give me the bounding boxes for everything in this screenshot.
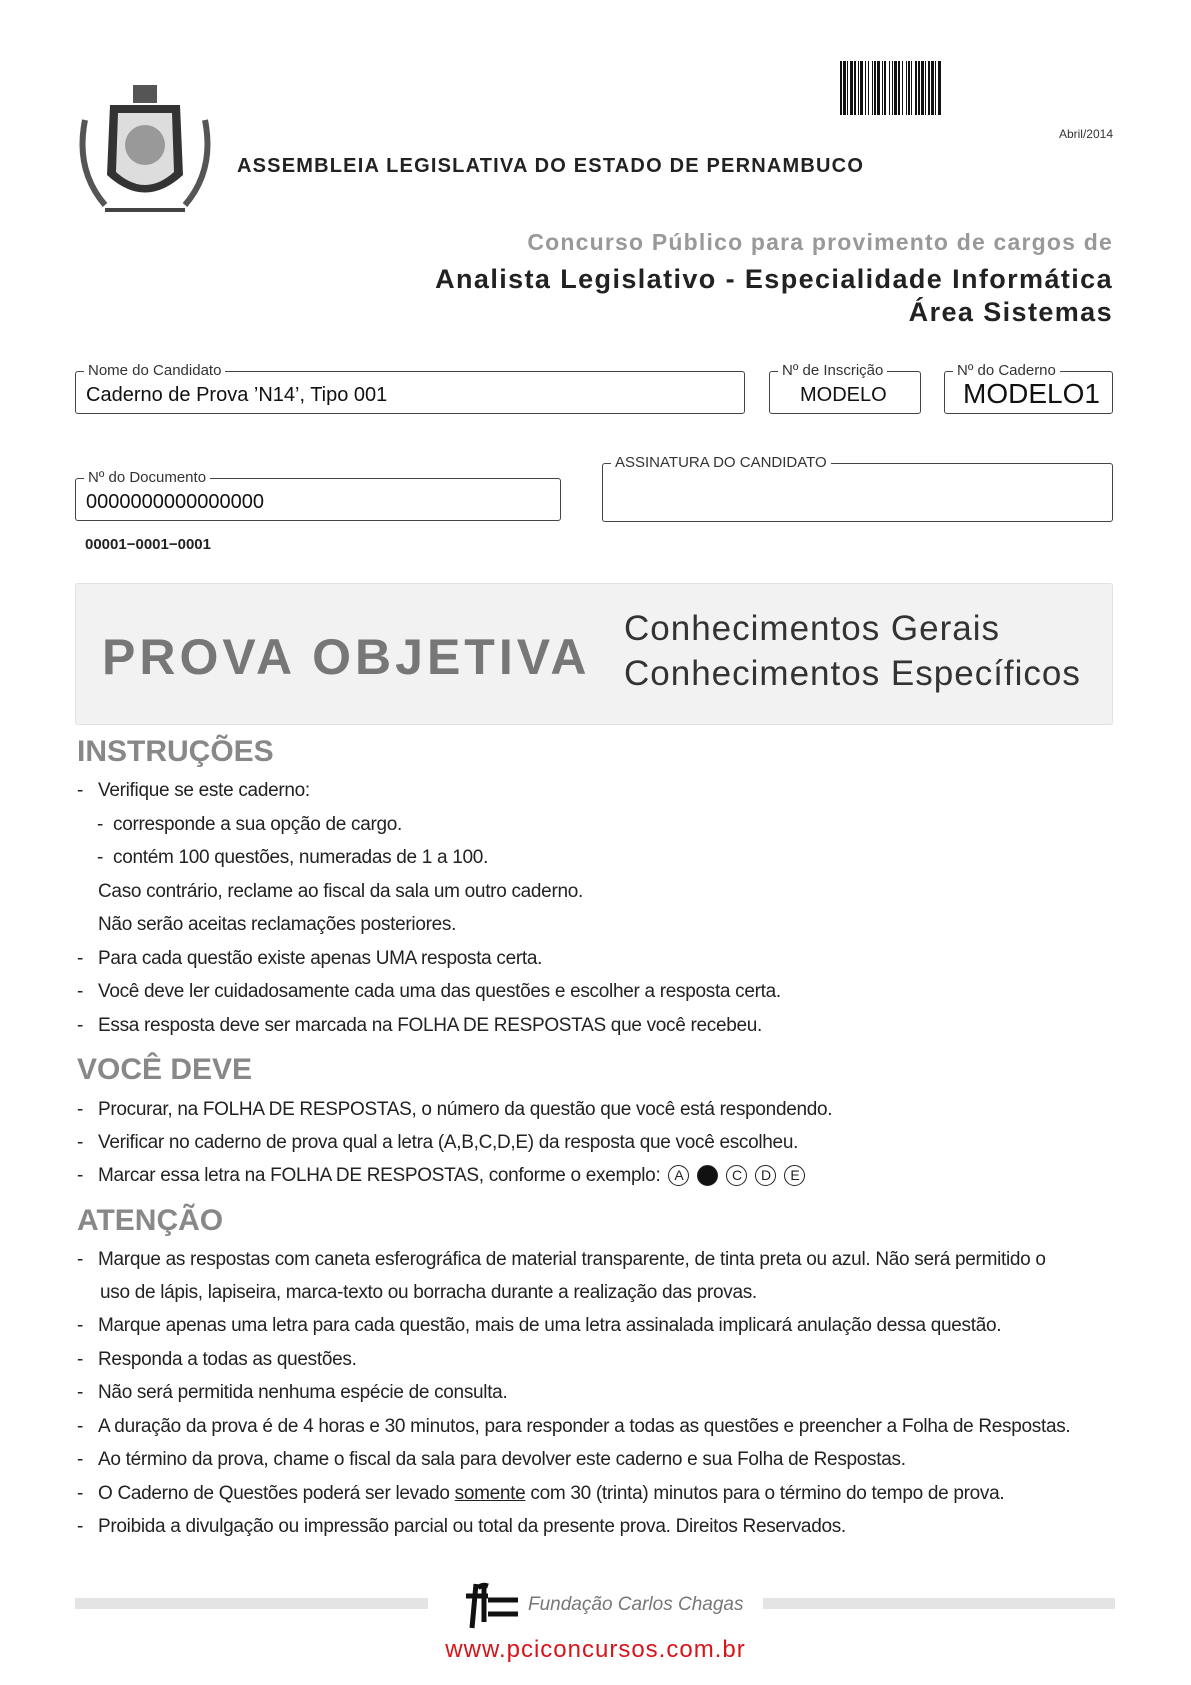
field-value: MODELO1 <box>963 378 1100 409</box>
footer-divider-left <box>75 1598 428 1609</box>
list-item: - Marque as respostas com caneta esferográfica de material transparente, de tinta preta ou azul. Não será permitido o <box>77 1249 1046 1270</box>
organization-name: ASSEMBLEIA LEGISLATIVA DO ESTADO DE PERNAMBUCO <box>237 155 865 177</box>
field-value: Caderno de Prova ’N14’, Tipo 001 <box>86 384 388 406</box>
list-item: - corresponde a sua opção de cargo. <box>97 814 403 835</box>
you-must-heading: VOCÊ DEVE <box>77 1053 253 1086</box>
booklet-number-field <box>944 362 1113 414</box>
field-label: ASSINATURA DO CANDIDATO <box>611 454 831 471</box>
exam-type-title: PROVA OBJETIVA <box>102 629 591 685</box>
position-line-1: Analista Legislativo - Especialidade Informática <box>435 264 1113 294</box>
list-item: Não serão aceitas reclamações posteriores. <box>98 914 457 935</box>
field-value: MODELO <box>800 384 887 406</box>
list-item: - Proibida a divulgação ou impressão parcial ou total da presente prova. Direitos Reservados. <box>77 1516 846 1537</box>
list-item: uso de lápis, lapiseira, marca-texto ou borracha durante a realização das provas. <box>100 1282 757 1303</box>
footer-divider-right <box>763 1598 1115 1609</box>
position-line-2: Área Sistemas <box>908 297 1113 327</box>
filled-option-b-icon <box>697 1165 718 1186</box>
list-item: - Responda a todas as questões. <box>77 1349 357 1370</box>
candidate-name-field <box>75 362 745 414</box>
option-e-icon: E <box>784 1165 805 1186</box>
list-item: - Você deve ler cuidadosamente cada uma das questões e escolher a resposta certa. <box>77 981 781 1002</box>
barcode-bar <box>941 61 943 115</box>
position-title <box>435 263 1113 329</box>
subject-2: Conhecimentos Específicos <box>624 654 1081 693</box>
list-item: - Essa resposta deve ser marcada na FOLHA DE RESPOSTAS que você recebeu. <box>77 1015 763 1036</box>
contest-title: Concurso Público para provimento de cargos de <box>527 229 1113 255</box>
field-label: Nº do Caderno <box>953 362 1060 379</box>
list-item: - A duração da prova é de 4 horas e 30 minutos, para responder a todas as questões e preencher a Folha de Respostas. <box>77 1416 1071 1437</box>
list-item: - contém 100 questões, numeradas de 1 a 100. <box>97 847 489 868</box>
website-link[interactable]: www.pciconcursos.com.br <box>445 1636 746 1663</box>
field-label: Nº do Documento <box>84 469 210 486</box>
subject-1: Conhecimentos Gerais <box>624 609 1000 648</box>
list-item: - Procurar, na FOLHA DE RESPOSTAS, o número da questão que você está respondendo. <box>77 1099 833 1120</box>
signature-field <box>602 454 1113 522</box>
list-item: - O Caderno de Questões poderá ser levado somente com 30 (trinta) minutos para o término do tempo de prova. <box>77 1483 1005 1504</box>
fcc-logo-icon <box>464 1582 522 1630</box>
list-item: Caso contrário, reclame ao fiscal da sala um outro caderno. <box>98 881 583 902</box>
foundation-name: Fundação Carlos Chagas <box>528 1594 744 1615</box>
exam-date: Abril/2014 <box>1058 127 1113 141</box>
list-item: - Marcar essa letra na FOLHA DE RESPOSTAS, conforme o exemplo: A C D E <box>77 1165 805 1187</box>
instructions-heading: INSTRUÇÕES <box>77 735 274 768</box>
list-item: - Ao término da prova, chame o fiscal da sala para devolver este caderno e sua Folha de Respostas. <box>77 1449 906 1470</box>
option-a-icon: A <box>668 1165 689 1186</box>
field-label: Nome do Candidato <box>84 362 225 379</box>
list-item: - Para cada questão existe apenas UMA resposta certa. <box>77 948 543 969</box>
coat-of-arms-logo <box>75 80 215 222</box>
document-number-field <box>75 469 561 521</box>
attention-heading: ATENÇÃO <box>77 1204 224 1237</box>
field-label: Nº de Inscrição <box>778 362 887 379</box>
field-value: 0000000000000000 <box>86 491 264 513</box>
list-item: - Marque apenas uma letra para cada questão, mais de uma letra assinalada implicará anulação dessa questão. <box>77 1315 1002 1336</box>
booklet-code: 00001−0001−0001 <box>85 536 211 553</box>
registration-number-field <box>769 362 921 414</box>
list-item: - Não será permitida nenhuma espécie de consulta. <box>77 1382 508 1403</box>
option-d-icon: D <box>755 1165 776 1186</box>
exam-banner <box>75 583 1113 725</box>
list-item: - Verifique se este caderno: <box>77 780 310 801</box>
option-c-icon: C <box>726 1165 747 1186</box>
list-item: - Verificar no caderno de prova qual a letra (A,B,C,D,E) da resposta que você escolheu. <box>77 1132 799 1153</box>
barcode <box>840 61 1112 115</box>
